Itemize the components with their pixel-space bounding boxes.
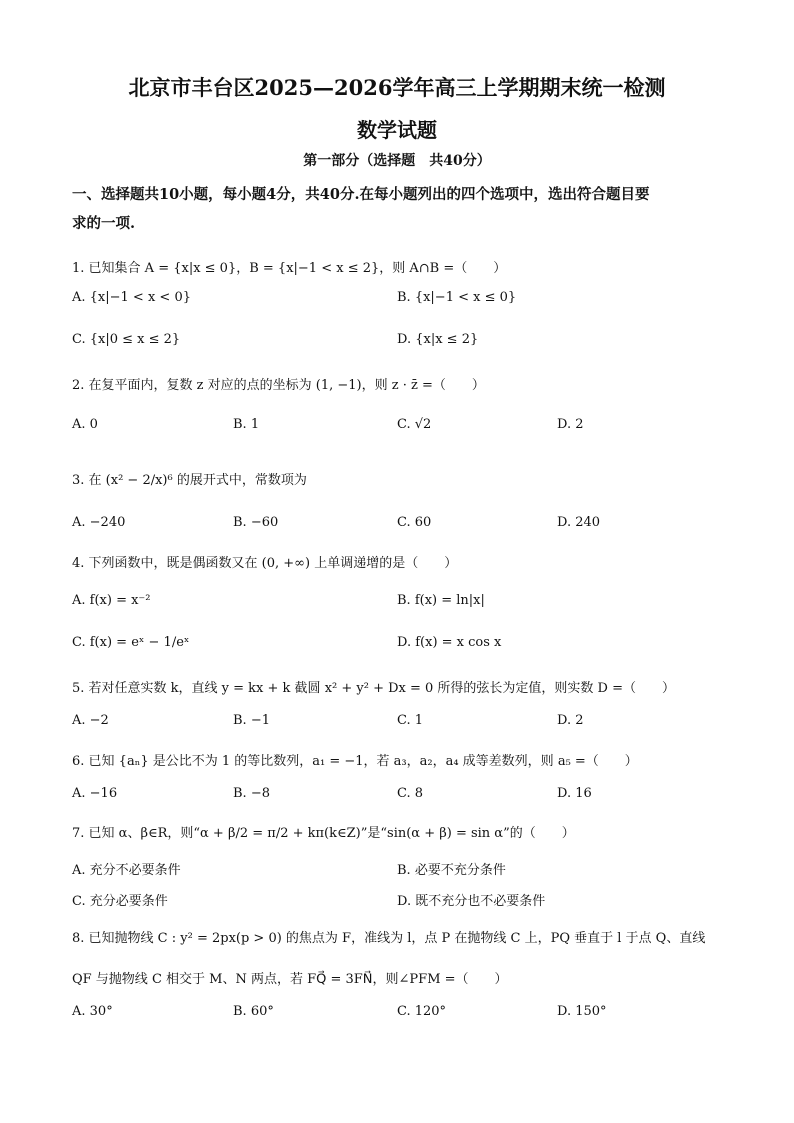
question-8-stem: 8. 已知抛物线 C : y² = 2px(p > 0) 的焦点为 F，准线为 l，点 P 在抛物线 C 上，PQ 垂直于 l 于点 Q、直线 xyxy=(72,931,706,946)
question-5-stem: 5. 若对任意实数 k，直线 y = kx + k 截圆 x² + y² + Dx = 0 所得的弦长为定值，则实数 D =（ ） xyxy=(72,681,675,696)
question-3-option-d: D. 240 xyxy=(557,515,601,530)
question-6-option-b: B. −8 xyxy=(233,786,270,801)
subject-title: 数学试题 xyxy=(357,118,437,142)
question-7-option-c: C. 充分必要条件 xyxy=(72,894,168,909)
question-1-option-c: C. {x|0 ≤ x ≤ 2} xyxy=(72,332,181,347)
question-4-option-c: C. f(x) = eˣ − 1/eˣ xyxy=(72,635,190,650)
question-8-option-b: B. 60° xyxy=(233,1004,274,1019)
question-3-option-b: B. −60 xyxy=(233,515,279,530)
question-4-stem: 4. 下列函数中，既是偶函数又在 (0, +∞) 上单调递增的是（ ） xyxy=(72,556,458,571)
question-4-option-b: B. f(x) = ln|x| xyxy=(397,593,485,608)
question-6-option-c: C. 8 xyxy=(397,786,424,801)
question-2-option-a: A. 0 xyxy=(72,417,98,432)
question-8-option-a: A. 30° xyxy=(72,1004,113,1019)
question-7-option-b: B. 必要不充分条件 xyxy=(397,863,506,878)
question-2-option-b: B. 1 xyxy=(233,417,260,432)
question-3-option-a: A. −240 xyxy=(72,515,126,530)
question-5-option-d: D. 2 xyxy=(557,713,584,728)
page-title: 北京市丰台区2025—2026学年高三上学期期末统一检测 xyxy=(128,75,666,100)
question-7-option-d: D. 既不充分也不必要条件 xyxy=(397,894,546,909)
question-4-option-d: D. f(x) = x cos x xyxy=(397,635,502,650)
question-4-option-a: A. f(x) = x⁻² xyxy=(72,593,151,608)
question-6-stem: 6. 已知 {aₙ} 是公比不为 1 的等比数列，a₁ = −1，若 a₃，a₂，a₄ 成等差数列，则 a₅ =（ ） xyxy=(72,754,638,769)
question-2-stem: 2. 在复平面内，复数 z 对应的点的坐标为 (1, −1)，则 z · z̄ =（ ） xyxy=(72,378,485,393)
question-3-stem: 3. 在 (x² − 2/x)⁶ 的展开式中，常数项为 xyxy=(72,473,307,488)
question-1-option-d: D. {x|x ≤ 2} xyxy=(397,332,479,347)
question-5-option-c: C. 1 xyxy=(397,713,424,728)
part-title: 第一部分（选择题 共40分） xyxy=(303,153,491,169)
section-instruction-line2: 求的一项. xyxy=(72,215,136,232)
question-7-stem: 7. 已知 α、β∈R，则“α + β/2 = π/2 + kπ(k∈Z)”是“sin(α + β) = sin α”的（ ） xyxy=(72,826,575,841)
question-1-option-b: B. {x|−1 < x ≤ 0} xyxy=(397,290,517,305)
question-5-option-b: B. −1 xyxy=(233,713,270,728)
question-7-option-a: A. 充分不必要条件 xyxy=(72,863,181,878)
question-2-option-d: D. 2 xyxy=(557,417,584,432)
question-6-option-d: D. 16 xyxy=(557,786,592,801)
question-6-option-a: A. −16 xyxy=(72,786,118,801)
question-2-option-c: C. √2 xyxy=(397,417,432,432)
question-1-stem: 1. 已知集合 A = {x|x ≤ 0}，B = {x|−1 < x ≤ 2}，则 A∩B =（ ） xyxy=(72,261,507,276)
question-8-option-d: D. 150° xyxy=(557,1004,607,1019)
question-8-option-c: C. 120° xyxy=(397,1004,447,1019)
question-3-option-c: C. 60 xyxy=(397,515,432,530)
question-1-option-a: A. {x|−1 < x < 0} xyxy=(72,290,191,305)
question-5-option-a: A. −2 xyxy=(72,713,109,728)
question-8-stem-continued: QF 与抛物线 C 相交于 M、N 两点，若 FQ⃗ = 3FN⃗，则∠PFM =（ ） xyxy=(72,972,508,987)
section-instruction-line1: 一、选择题共10小题，每小题4分，共40分.在每小题列出的四个选项中，选出符合题目要 xyxy=(72,186,650,203)
